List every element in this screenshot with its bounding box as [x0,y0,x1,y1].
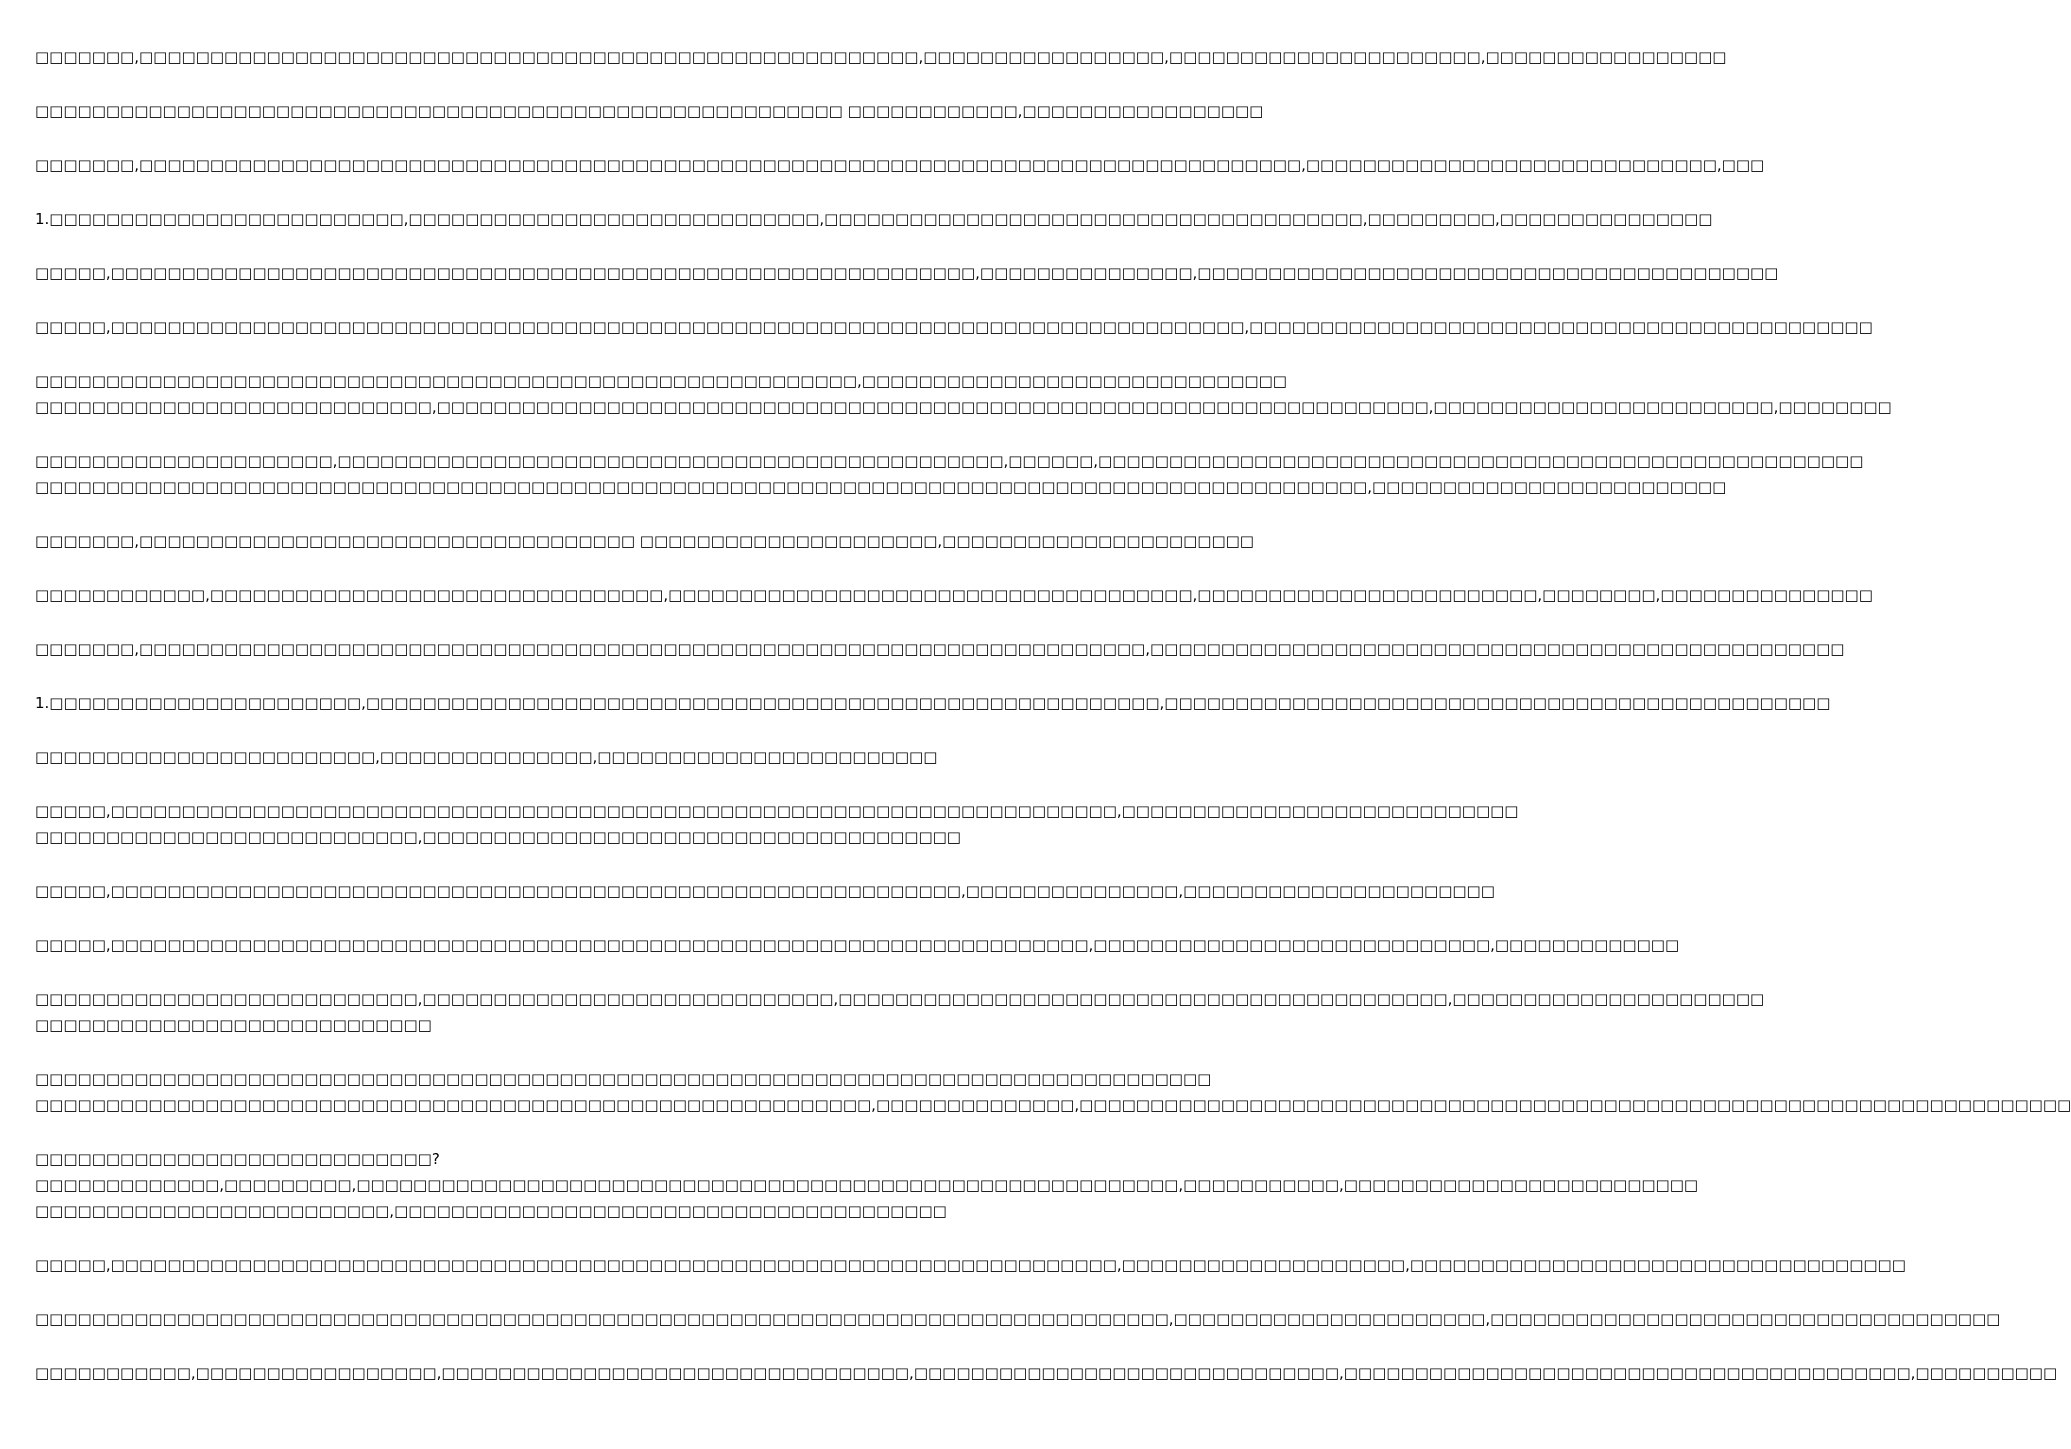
paragraph [35,1066,2071,1118]
text-line: □□□□□□□□□□□□□□□□□□□□□□□□,□□□□□□□□□□□□□□□,□□□□□□□□□□□□□□□□□□□□□□□□ [35,748,938,766]
paragraph [35,986,1765,1038]
paragraph [35,314,1873,340]
text-line: □□□□□□□□□□□□□□□□□□□□□□□□□□□□ [35,1016,432,1034]
paragraph [35,1360,2058,1386]
text-line: □□□□□□□□□□□□□□□□□□□□□□□□□□□□□□□□□□□□□□□□□□□□□□□□□□□□□□□□□□□□□□□□□□□□□□□□□□□□□□□□□□□ [35,1070,1212,1088]
paragraph [35,744,989,770]
text-line: □□□□□,□□□□□□□□□□□□□□□□□□□□□□□□□□□□□□□□□□□□□□□□□□□□□□□□□□□□□□□□□□□□,□□□□□□□□□□□□□□□,□□□□□□□□□□□□□□□□□□□□□□ [35,882,1495,900]
text-line: □□□□□□□□□□□□□□□□□□□□□□□□□□□□□□□□□□□□□□□□□□□□□□□□□□□□□□□□□ □□□□□□□□□□□□,□□□□□□□□□□□□□□□□□ [35,102,1264,120]
text-line: □□□□□,□□□□□□□□□□□□□□□□□□□□□□□□□□□□□□□□□□□□□□□□□□□□□□□□□□□□□□□□□□□□□□□□□□□□□□□,□□□□□□□□□□□□□□□□□□□□,□□□□□□□□□□□□□□□□□□□□□□□□□□□□□□□□□□□ [35,1256,1906,1274]
paragraph [35,636,1845,662]
paragraph [35,98,1264,124]
paragraph [35,582,1873,608]
text-line: □□□□□,□□□□□□□□□□□□□□□□□□□□□□□□□□□□□□□□□□□□□□□□□□□□□□□□□□□□□□□□□□□□□□□□□□□□□□□□□□□□□□□□,□□□□□□□□□□□□□□□□□□□□□□□□□□□□□□□□□□□□□□□□□□□□ [35,318,1873,336]
paragraph [35,368,1892,420]
text-line: □□□□□□□□□□□□□□□□□□□□□□□□□,□□□□□□□□□□□□□□□□□□□□□□□□□□□□□□□□□□□□□□□ [35,1202,947,1220]
paragraph [35,932,1680,958]
paragraph [35,528,1254,554]
document-body [35,44,2071,1414]
paragraph [35,1252,1906,1278]
paragraph [35,798,1519,850]
text-line: □□□□□□□□□□□,□□□□□□□□□□□□□□□□□,□□□□□□□□□□□□□□□□□□□□□□□□□□□□□□□□□,□□□□□□□□□□□□□□□□□□□□□□□□□□□□□□,□□□□□□□□□□□□□□□□□□□□□□□□□□□□□□□□□□□□□□□□,□□□□□□□□□□ [35,1364,2058,1382]
text-line: 1.□□□□□□□□□□□□□□□□□□□□□□□□□,□□□□□□□□□□□□□□□□□□□□□□□□□□□□□,□□□□□□□□□□□□□□□□□□□□□□□□□□□□□□□□□□□□□□,□□□□□□□□□,□□□□□□□□□□□□□□□ [35,210,1713,228]
paragraph [35,1146,1699,1224]
text-line: □□□□□□□□□□□□□□□□□□□□□,□□□□□□□□□□□□□□□□□□□□□□□□□□□□□□□□□□□□□□□□□□□□□□□,□□□□□□,□□□□□□□□□□□□□□□□□□□□□□□□□□□□□□□□□□□□□□□□□□□□□□□□□□□□□□ [35,452,1864,470]
text-line: □□□□□□□□□□□□□□□□□□□□□□□□□□□□□□□□□□□□□□□□□□□□□□□□□□□□□□□□□□□,□□□□□□□□□□□□□□,□□□□□□□□□□□□□□□□□□□□□□□□□□□□□□□□□□□□□□□□□□□□□□□□□□□□□□□□□□□□□□□□□□□□□□ [35,1096,2071,1114]
text-line: □□□□□□□□□□□□□□□□□□□□□□□□□□□□□□□□□□□□□□□□□□□□□□□□□□□□□□□□□□□□□□□□□□□□□□□□□□□□□□□□,□□□□□□□□□□□□□□□□□□□□□□,□□□□□□□□□□□□□□□□□□□□□□□□□□□□□□□□□□□□ [35,1310,2001,1328]
text-line: □□□□□□□□□□□□□□□□□□□□□□□□□□□,□□□□□□□□□□□□□□□□□□□□□□□□□□□□□,□□□□□□□□□□□□□□□□□□□□□□□□□□□□□□□□□□□□□□□□□□□,□□□□□□□□□□□□□□□□□□□□□□ [35,990,1765,1008]
text-line: □□□□□□□,□□□□□□□□□□□□□□□□□□□□□□□□□□□□□□□□□□□□□□□□□□□□□□□□□□□□□□□,□□□□□□□□□□□□□□□□□,□□□□□□□□□□□□□□□□□□□□□□,□□□□□□□□□□□□□□□□□ [35,48,1727,66]
text-line: □□□□□□□□□□□□□□□□□□□□□□□□□□□□,□□□□□□□□□□□□□□□□□□□□□□□□□□□□□□□□□□□□□□□□□□□□□□□□□□□□□□□□□□□□□□□□□□□□□□,□□□□□□□□□□□□□□□□□□□□□□□□,□□□□□□□□ [35,398,1892,416]
paragraph [35,1306,2001,1332]
paragraph [35,448,1864,500]
text-line: □□□□□,□□□□□□□□□□□□□□□□□□□□□□□□□□□□□□□□□□□□□□□□□□□□□□□□□□□□□□□□□□□□□,□□□□□□□□□□□□□□□,□□□□□□□□□□□□□□□□□□□□□□□□□□□□□□□□□□□□□□□□□ [35,264,1779,282]
text-line: □□□□□□□□□□□□□□□□□□□□□□□□□□□□□□□□□□□□□□□□□□□□□□□□□□□□□□□□□□□□□□□□□□□□□□□□□□□□□□□□□□□□□□□□□□□□□□,□□□□□□□□□□□□□□□□□□□□□□□□□ [35,478,1727,496]
text-line: □□□□□□□□□□□□□□□□□□□□□□□□□□□,□□□□□□□□□□□□□□□□□□□□□□□□□□□□□□□□□□□□□□ [35,828,961,846]
text-line: □□□□□□□□□□□□□□□□□□□□□□□□□□□□? [35,1150,440,1168]
text-line: □□□□□□□□□□□□□,□□□□□□□□□,□□□□□□□□□□□□□□□□□□□□□□□□□□□□□□□□□□□□□□□□□□□□□□□□□□□□□□□□□□,□□□□□□□□□□□,□□□□□□□□□□□□□□□□□□□□□□□□□ [35,1176,1699,1194]
paragraph [35,690,1831,716]
paragraph [35,878,1495,904]
text-line: □□□□□□□,□□□□□□□□□□□□□□□□□□□□□□□□□□□□□□□□□□□□□□□□□□□□□□□□□□□□□□□□□□□□□□□□□□□□□□□□□□□□□□□□□□,□□□□□□□□□□□□□□□□□□□□□□□□□□□□□,□□□ [35,156,1765,174]
text-line: □□□□□□□□□□□□,□□□□□□□□□□□□□□□□□□□□□□□□□□□□□□□□,□□□□□□□□□□□□□□□□□□□□□□□□□□□□□□□□□□□□□,□□□□□□□□□□□□□□□□□□□□□□□□,□□□□□□□□,□□□□□□□□□□□□□□□ [35,586,1873,604]
text-line: □□□□□□□□□□□□□□□□□□□□□□□□□□□□□□□□□□□□□□□□□□□□□□□□□□□□□□□□□□,□□□□□□□□□□□□□□□□□□□□□□□□□□□□□□ [35,372,1287,390]
text-line: □□□□□,□□□□□□□□□□□□□□□□□□□□□□□□□□□□□□□□□□□□□□□□□□□□□□□□□□□□□□□□□□□□□□□□□□□□□□□,□□□□□□□□□□□□□□□□□□□□□□□□□□□□ [35,802,1519,820]
paragraph [35,206,1713,232]
paragraph [35,260,1779,286]
text-line: 1.□□□□□□□□□□□□□□□□□□□□□□,□□□□□□□□□□□□□□□□□□□□□□□□□□□□□□□□□□□□□□□□□□□□□□□□□□□□□□□□,□□□□□□□□□□□□□□□□□□□□□□□□□□□□□□□□□□□□□□□□□□□□□□□ [35,694,1831,712]
paragraph [35,152,1765,178]
text-line: □□□□□,□□□□□□□□□□□□□□□□□□□□□□□□□□□□□□□□□□□□□□□□□□□□□□□□□□□□□□□□□□□□□□□□□□□□□,□□□□□□□□□□□□□□□□□□□□□□□□□□□□,□□□□□□□□□□□□□ [35,936,1680,954]
text-line: □□□□□□□,□□□□□□□□□□□□□□□□□□□□□□□□□□□□□□□□□□□ □□□□□□□□□□□□□□□□□□□□□,□□□□□□□□□□□□□□□□□□□□□□ [35,532,1254,550]
paragraph [35,44,1727,70]
text-line: □□□□□□□,□□□□□□□□□□□□□□□□□□□□□□□□□□□□□□□□□□□□□□□□□□□□□□□□□□□□□□□□□□□□□□□□□□□□□□□,□□□□□□□□□□□□□□□□□□□□□□□□□□□□□□□□□□□□□□□□□□□□□□□□□ [35,640,1845,658]
